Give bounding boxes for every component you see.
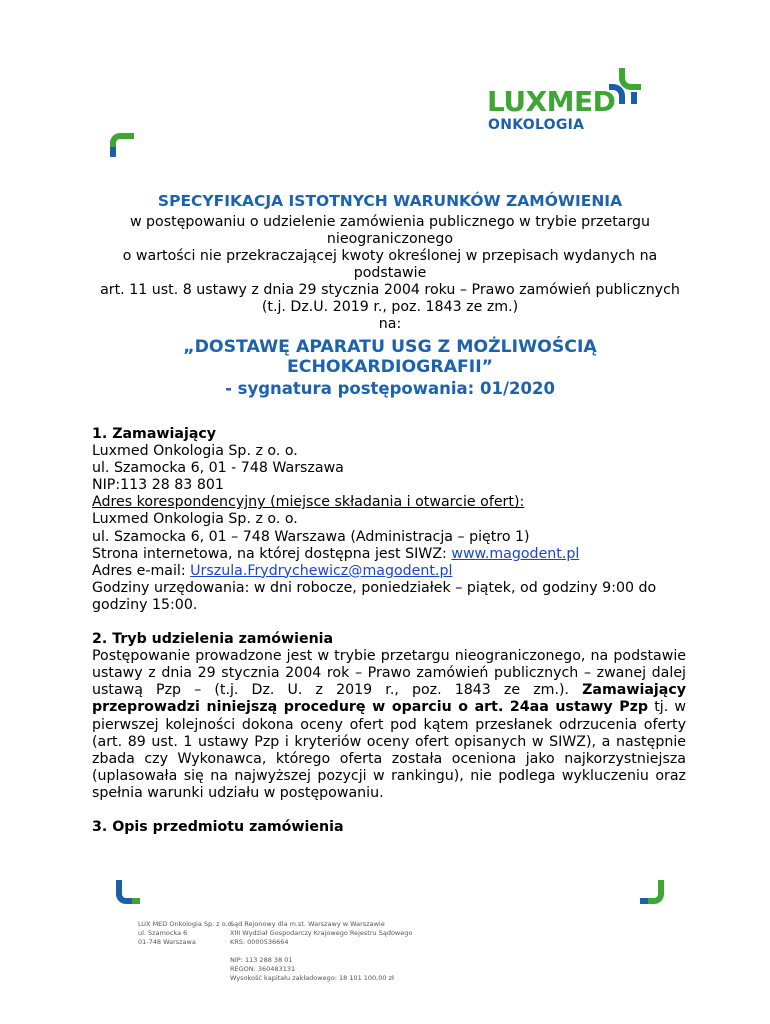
paragraph-text: tj. w pierwszej kolejności dokona oceny ofert pod kątem przesłanek odrzucenia oferty (art. 89 ust. 1 ustawy Pzp i kryteriów oceny ofert opisanych w SIWZ), a następnie zbada czy Wykonawca, którego oferta została oceniona jako najkorzystniejsza (uplasowała się na najwyższej pozycji w rankingu), nie podlega wykluczeniu oraz spełnia warunki udziału w postępowaniu. [92, 699, 686, 801]
paragraph-bold: Zamawiający przeprowadzi niniejszą procedurę w oparciu o art. 24aa ustawy Pzp [92, 682, 686, 716]
footer-line: REGON: 360483131 [230, 965, 296, 973]
footer-line: Sąd Rejonowy dla m.st. Warszawy w Warszawie [230, 920, 385, 928]
header-line: art. 11 ust. 8 ustawy z dnia 29 stycznia 2004 roku – Prawo zamówień publicznych [100, 282, 680, 298]
corner-mark-icon [640, 880, 664, 904]
website-line [92, 546, 686, 563]
footer-line: XIII Wydział Gospodarczy Krajowego Rejestru Sądowego [230, 929, 413, 937]
document-body [92, 426, 686, 836]
office-hours: Godziny urzędowania: w dni robocze, poniedziałek – piątek, od godziny 9:00 do godziny 15:00. [92, 579, 657, 613]
company-name: Luxmed Onkologia Sp. z o. o. [92, 443, 298, 460]
correspondence-address: ul. Szamocka 6, 01 – 748 Warszawa (Administracja – piętro 1) [92, 528, 530, 545]
website-label: Strona internetowa, na której dostępna jest SIWZ: [92, 545, 452, 562]
correspondence-heading: Adres korespondencyjny (miejsce składania i otwarcie ofert): [92, 494, 525, 511]
footer-line: NIP: 113 288 38 01 [230, 956, 293, 964]
footer-line: ul. Szamocka 6 [138, 929, 188, 937]
procurement-subject: „DOSTAWĘ APARATU USG Z MOŻLIWOŚCIĄ ECHOKARDIOGRAFII” [183, 337, 597, 377]
header-line: w postępowaniu o udzielenie zamówienia publicznego w trybie przetargu nieograniczonego [129, 214, 651, 247]
paragraph-text: Postępowanie prowadzone jest w trybie przetargu nieograniczonego, na podstawie ustawy z dnia 29 stycznia 2004 rok – Prawo zamówień publicznych – zwanej dalej ustawą Pzp – (t.j. Dz. U. z 2019 r., poz. 1843 ze zm.). [92, 648, 686, 699]
email-link[interactable]: Urszula.Frydrychewicz@magodent.pl [190, 562, 453, 579]
corner-mark-icon [110, 133, 134, 157]
footer-line: 01-748 Warszawa [138, 938, 196, 946]
company-address: ul. Szamocka 6, 01 - 748 Warszawa [92, 460, 344, 477]
document-title: SPECYFIKACJA ISTOTNYCH WARUNKÓW ZAMÓWIENIA [157, 192, 623, 210]
corner-mark-icon [116, 880, 140, 904]
email-label: Adres e-mail: [92, 562, 191, 579]
logo-subtitle: ONKOLOGIA [488, 117, 585, 133]
footer-registry [230, 920, 412, 983]
company-nip: NIP:113 28 83 801 [92, 477, 224, 494]
footer-line: LUX MED Onkologia Sp. z o.o. [138, 920, 234, 928]
procedure-signature: - sygnatura postępowania: 01/2020 [225, 379, 555, 398]
header-line: o wartości nie przekraczającej kwoty określonej w przepisach wydanych na podstawie [122, 248, 658, 281]
header-line: (t.j. Dz.U. 2019 r., poz. 1843 ze zm.) [261, 299, 519, 315]
section-heading: 3. Opis przedmiotu zamówienia [92, 818, 344, 835]
header-line: na: [378, 316, 402, 332]
email-line [92, 563, 686, 580]
luxmed-logo [485, 66, 665, 138]
section-heading: 2. Tryb udzielenia zamówienia [92, 631, 334, 648]
footer-company [138, 920, 234, 947]
section-paragraph [92, 648, 686, 802]
footer-line: Wysokość kapitału zakładowego: 18 101 100,00 zł [230, 974, 394, 982]
footer-line: KRS: 0000536664 [230, 938, 289, 946]
document-header [88, 188, 692, 399]
correspondence-company: Luxmed Onkologia Sp. z o. o. [92, 511, 298, 528]
logo-name: LUXMED [487, 85, 616, 118]
section-heading: 1. Zamawiający [92, 426, 217, 442]
website-link[interactable]: www.magodent.pl [451, 545, 580, 562]
